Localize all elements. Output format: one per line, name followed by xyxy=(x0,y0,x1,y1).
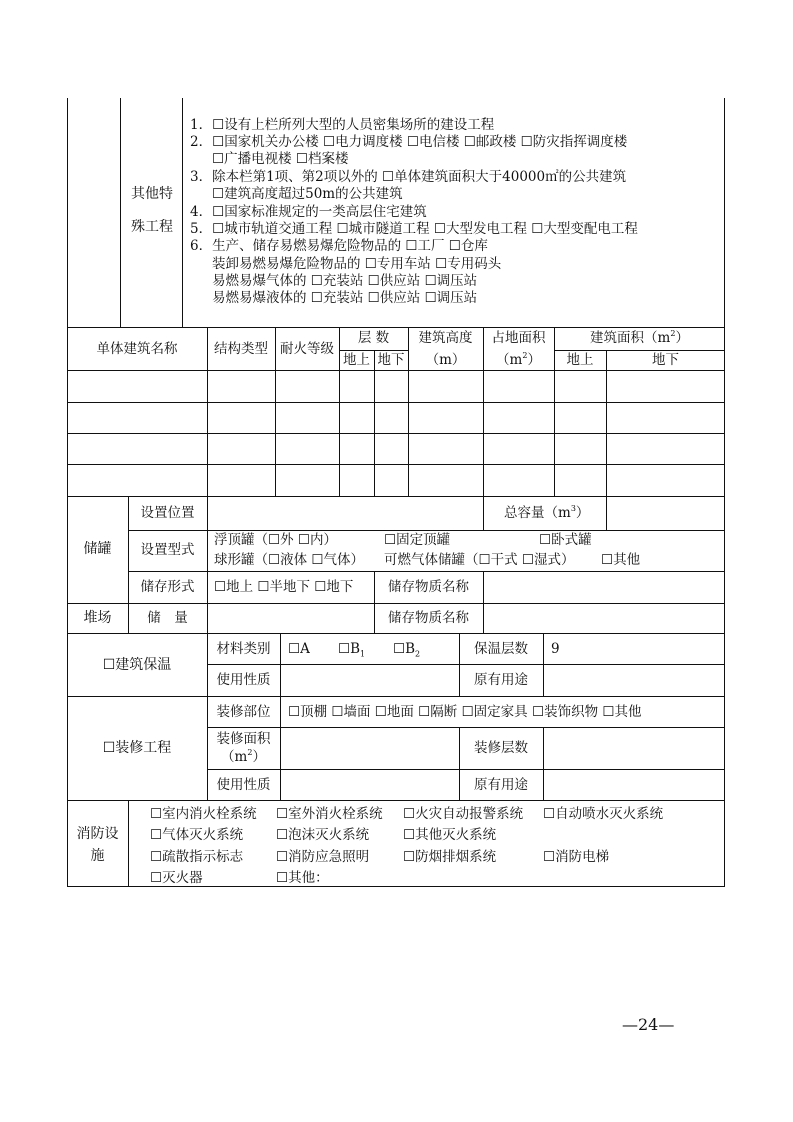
insulation-group-checkbox[interactable]: ☐建筑保温 xyxy=(102,657,172,673)
special-divider-1 xyxy=(120,98,121,327)
col-land-unit-text: （m xyxy=(496,352,523,368)
col-height: 建筑高度 xyxy=(418,330,473,346)
special-line-8: 6．生产、储存易燃易爆危险物品的 ☐工厂 ☐仓库 xyxy=(190,238,488,254)
ins-v-right-value xyxy=(543,633,544,696)
special-line-3: ☐广播电视楼 ☐档案楼 xyxy=(212,151,349,167)
col-floors: 层 数 xyxy=(357,330,390,346)
insulation-opt-b2[interactable] xyxy=(393,641,420,663)
tank-substance-label: 储存物质名称 xyxy=(388,579,469,595)
special-line-4: 3．除本栏第1项、第2项以外的 ☐单体建筑面积大于40000㎡的公共建筑 xyxy=(190,169,627,185)
bt-v-floors-mid xyxy=(374,350,375,496)
decoration-area-unit xyxy=(207,749,280,766)
decoration-area-unit-close: ） xyxy=(252,749,266,765)
table-left-border xyxy=(67,98,68,887)
col-area-above: 地上 xyxy=(566,352,594,368)
tank-storage-form-label: 储存形式 xyxy=(140,579,195,595)
fire-facilities-label-2: 施 xyxy=(90,848,105,864)
special-line-5: ☐建筑高度超过50m的公共建筑 xyxy=(212,186,403,202)
hline-tank-bottom xyxy=(67,603,725,604)
tank-v-subst2 xyxy=(483,571,484,633)
decoration-area-unit-text: （m xyxy=(221,749,248,765)
hline-dec-bottom xyxy=(67,800,725,801)
insulation-opt-b1-sub: 1 xyxy=(360,649,366,659)
special-line-10: 易燃易爆气体的 ☐充装站 ☐供应站 ☐调压站 xyxy=(212,273,478,289)
tank-v-cap xyxy=(483,496,484,530)
col-height-unit: （m） xyxy=(425,352,466,368)
fire-opt-other-extinguishing[interactable]: ☐其他灭火系统 xyxy=(403,827,497,843)
tank-type-gas-holder[interactable]: 可燃气体储罐（☐干式 ☐湿式） xyxy=(384,552,575,568)
hline-row2 xyxy=(67,402,725,403)
special-line-1: 1．☐设有上栏所列大型的人员密集场所的建设工程 xyxy=(190,117,495,133)
col-build-area-close: ） xyxy=(675,330,689,346)
tank-type-floating[interactable]: 浮顶罐（☐外 ☐内） xyxy=(214,532,337,548)
dec-v-right-value xyxy=(543,727,544,800)
hline-row3 xyxy=(67,433,725,434)
decoration-group-checkbox[interactable]: ☐装修工程 xyxy=(102,740,172,756)
yard-substance-label: 储存物质名称 xyxy=(388,610,469,626)
hline-row4 xyxy=(67,464,725,465)
fire-opt-emergency-lighting[interactable]: ☐消防应急照明 xyxy=(276,849,370,865)
fire-opt-other[interactable]: ☐其他： xyxy=(276,870,329,886)
yard-group-label: 堆场 xyxy=(83,610,112,626)
col-structure: 结构类型 xyxy=(214,341,268,357)
fire-opt-fire-elevator[interactable]: ☐消防电梯 xyxy=(543,849,610,865)
decoration-area-unit-sup: 2 xyxy=(247,748,253,757)
decoration-part-label: 装修部位 xyxy=(216,704,271,720)
tank-v-label xyxy=(207,496,208,633)
col-land-area: 占地面积 xyxy=(491,330,546,346)
col-area-below: 地下 xyxy=(652,352,679,368)
ins-v-value xyxy=(280,633,281,800)
page-number: —24— xyxy=(622,1015,675,1034)
hline-dec-2 xyxy=(207,769,725,770)
decoration-use-label: 使用性质 xyxy=(216,777,271,793)
special-line-9: 装卸易燃易爆危险物品的 ☐专用车站 ☐专用码头 xyxy=(212,256,502,272)
tank-capacity-sup: 3 xyxy=(570,504,576,513)
bt-v-area-mid xyxy=(606,350,607,496)
col-floors-above: 地上 xyxy=(343,352,370,368)
insulation-layers-label: 保温层数 xyxy=(474,641,528,657)
insulation-opt-b1-text: ☐B xyxy=(338,641,361,657)
insulation-material-label: 材料类别 xyxy=(216,641,271,657)
decoration-parts-options[interactable]: ☐顶棚 ☐墙面 ☐地面 ☐隔断 ☐固定家具 ☐装饰织物 ☐其他 xyxy=(288,704,642,720)
decoration-original-use-label: 原有用途 xyxy=(474,777,528,793)
tank-type-spherical[interactable]: 球形罐（☐液体 ☐气体） xyxy=(214,552,364,568)
col-fire-rating: 耐火等级 xyxy=(280,341,334,357)
tank-type-label: 设置型式 xyxy=(140,542,195,558)
fire-opt-foam[interactable]: ☐泡沫灭火系统 xyxy=(276,827,370,843)
col-land-unit-close: ） xyxy=(527,352,541,368)
col-floors-below: 地下 xyxy=(377,352,405,368)
tank-type-fixed[interactable]: ☐固定顶罐 xyxy=(384,532,451,548)
insulation-use-label: 使用性质 xyxy=(216,672,271,688)
special-line-2: 2．☐国家机关办公楼 ☐电力调度楼 ☐电信楼 ☐邮政楼 ☐防灾指挥调度楼 xyxy=(190,134,628,150)
col-build-area-sup: 2 xyxy=(670,329,676,338)
tank-capacity-label xyxy=(504,505,589,522)
hline-ins-bottom xyxy=(67,696,725,697)
tank-location-label: 设置位置 xyxy=(140,505,195,521)
hline-yard-bottom xyxy=(67,633,725,634)
special-line-7: 5．☐城市轨道交通工程 ☐城市隧道工程 ☐大型发电工程 ☐大型变配电工程 xyxy=(190,221,638,237)
col-build-area-text: 建筑面积（m xyxy=(590,330,671,346)
fire-v-label xyxy=(128,800,129,886)
fire-opt-evacuation-sign[interactable]: ☐疏散指示标志 xyxy=(150,849,244,865)
tank-capacity-close: ） xyxy=(575,505,590,521)
col-build-area xyxy=(554,330,725,347)
fire-opt-outdoor-hydrant[interactable]: ☐室外消火栓系统 xyxy=(276,806,383,822)
hline-tank-1 xyxy=(128,530,725,531)
tank-type-other[interactable]: ☐其他 xyxy=(601,552,641,568)
tank-group-label: 储罐 xyxy=(83,541,112,557)
special-line-11: 易燃易爆液体的 ☐充装站 ☐供应站 ☐调压站 xyxy=(212,290,478,306)
fire-opt-gas-extinguishing[interactable]: ☐气体灭火系统 xyxy=(150,827,244,843)
col-land-unit xyxy=(483,352,554,369)
tank-storage-options[interactable]: ☐地上 ☐半地下 ☐地下 xyxy=(214,579,354,595)
decoration-floors-label: 装修层数 xyxy=(474,740,528,756)
hline-ins-1 xyxy=(207,664,725,665)
tank-capacity-text: 总容量（m xyxy=(504,505,571,521)
insulation-opt-b2-sub: 2 xyxy=(415,649,421,659)
hline-dec-1 xyxy=(207,727,725,728)
fire-opt-sprinkler[interactable]: ☐自动喷水灭火系统 xyxy=(543,806,664,822)
special-label-1: 其他特 xyxy=(131,186,173,202)
hline-building-bottom xyxy=(67,496,725,497)
fire-facilities-label-1: 消防设 xyxy=(76,826,119,842)
yard-amount-label: 储 量 xyxy=(147,610,188,626)
fire-opt-auto-alarm[interactable]: ☐火灾自动报警系统 xyxy=(403,806,524,822)
insulation-opt-a[interactable]: ☐A xyxy=(288,641,310,657)
hline-special-bottom xyxy=(67,327,725,328)
insulation-opt-b1[interactable] xyxy=(338,641,365,663)
fire-opt-indoor-hydrant[interactable]: ☐室内消火栓系统 xyxy=(150,806,257,822)
special-line-6: 4．☐国家标准规定的一类高层住宅建筑 xyxy=(190,204,427,220)
insulation-original-use-label: 原有用途 xyxy=(474,672,528,688)
col-building-name: 单体建筑名称 xyxy=(96,341,178,357)
tank-v-cap2 xyxy=(606,496,607,530)
decoration-area-label: 装修面积 xyxy=(216,731,271,747)
hline-tank-2 xyxy=(128,571,725,572)
hline-header-mid2 xyxy=(554,350,725,351)
fire-opt-smoke-control[interactable]: ☐防烟排烟系统 xyxy=(403,849,497,865)
insulation-opt-b2-text: ☐B xyxy=(393,641,416,657)
hline-row1 xyxy=(67,370,725,371)
insulation-layers-value[interactable]: 9 xyxy=(551,641,560,657)
tank-type-horizontal[interactable]: ☐卧式罐 xyxy=(539,532,592,548)
special-divider-2 xyxy=(182,98,183,327)
col-land-unit-sup: 2 xyxy=(522,351,528,360)
fire-opt-extinguisher[interactable]: ☐灭火器 xyxy=(150,870,203,886)
special-label-2: 殊工程 xyxy=(131,219,173,235)
